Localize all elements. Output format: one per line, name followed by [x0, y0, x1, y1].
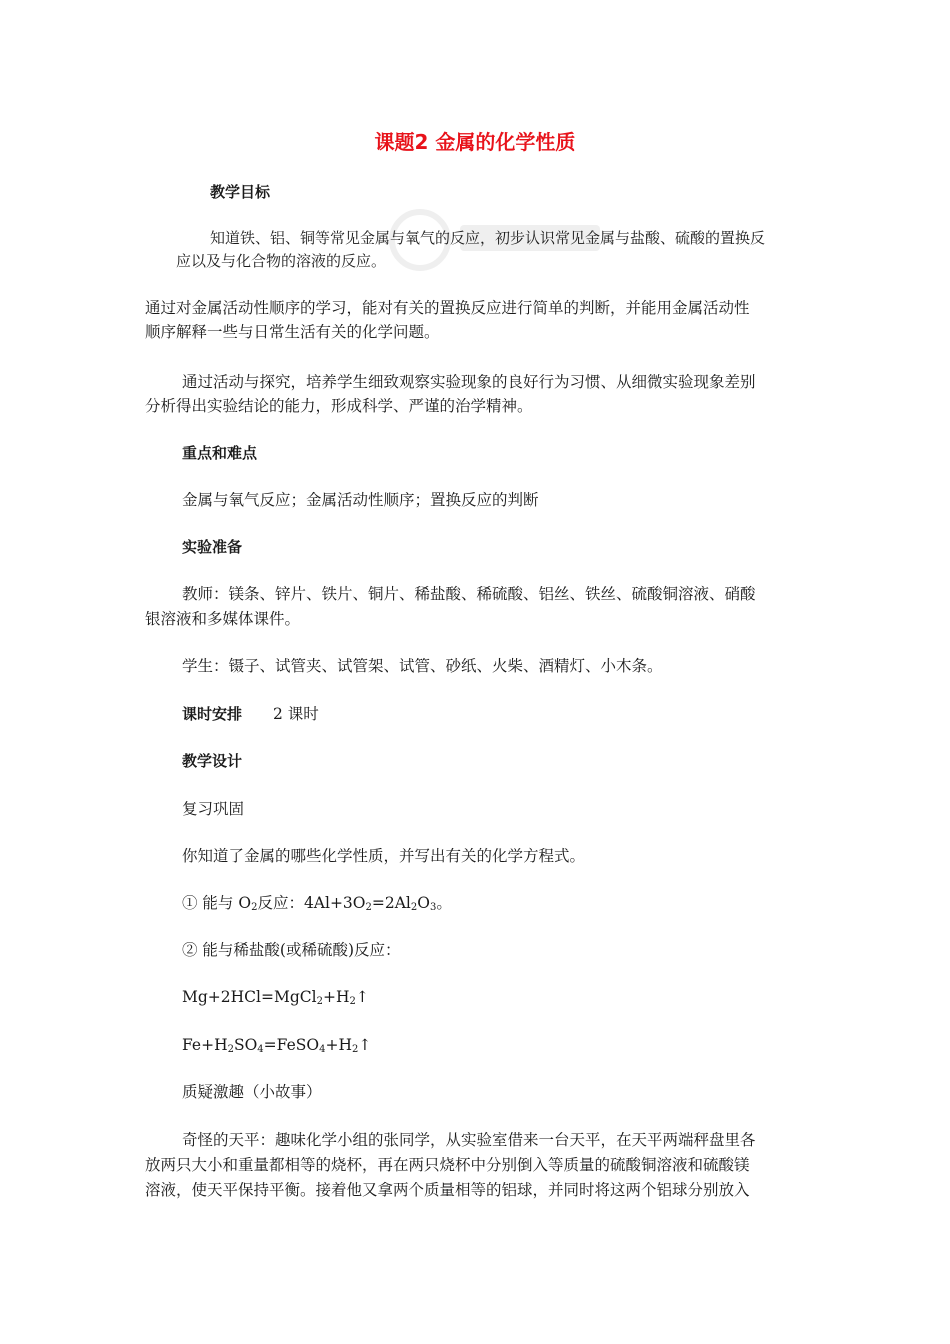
eq-part: +H	[325, 1036, 352, 1054]
eq-part: SO	[233, 1036, 258, 1054]
item1-prefix: ① 能与 O	[182, 894, 252, 912]
gas-arrow: ↑	[358, 1036, 372, 1054]
subscript: 4	[257, 1044, 264, 1055]
objective-1-line-2: 应以及与化合物的溶液的反应。	[176, 252, 387, 270]
eq-part: =FeSO	[263, 1036, 320, 1054]
teacher-materials-line-1: 教师：镁条、锌片、铁片、铜片、稀盐酸、稀硫酸、铝丝、铁丝、硫酸铜溶液、硝酸	[182, 585, 756, 603]
objective-2-line-1: 通过对金属活动性顺序的学习，能对有关的置换反应进行简单的判断，并能用金属活动性	[145, 299, 750, 317]
subscript: 2	[316, 996, 323, 1007]
story-line-1: 奇怪的天平：趣味化学小组的张同学，从实验室借来一台天平，在天平两端秤盘里各	[182, 1131, 756, 1149]
item1-o: O	[417, 894, 430, 912]
subscript: 2	[227, 1044, 234, 1055]
heading-objectives: 教学目标	[210, 183, 271, 201]
gas-arrow: ↑	[355, 988, 369, 1006]
equation-mg	[182, 987, 369, 1007]
key-points-text: 金属与氧气反应；金属活动性顺序；置换反应的判断	[182, 491, 539, 509]
equation-fe	[182, 1035, 371, 1055]
objective-3-line-1: 通过活动与探究，培养学生细致观察实验现象的良好行为习惯、从细微实验现象差别	[182, 373, 756, 391]
heading-preparation: 实验准备	[182, 538, 243, 556]
page-title: 课题2 金属的化学性质	[374, 130, 576, 154]
subscript: 2	[351, 1044, 359, 1055]
watermark-logo	[380, 170, 610, 280]
heading-schedule: 课时安排	[182, 705, 243, 723]
schedule-value: 2 课时	[273, 705, 319, 723]
review-question: 你知道了金属的哪些化学性质，并写出有关的化学方程式。	[182, 847, 586, 865]
item1-eq: =2Al	[371, 894, 411, 912]
subscript: 2	[410, 902, 418, 913]
subscript: 2	[251, 902, 258, 913]
subscript: 2	[365, 902, 372, 913]
eq-part: +H	[322, 988, 350, 1006]
eq-part: Mg+2HCl=MgCl	[182, 988, 317, 1006]
item-acid-reaction: ② 能与稀盐酸(或稀硫酸)反应：	[182, 941, 401, 959]
item1-mid: 反应：4Al+3O	[257, 894, 366, 912]
story-line-3: 溶液，使天平保持平衡。接着他又拿两个质量相等的铝球，并同时将这两个铝球分别放入	[145, 1181, 750, 1199]
heading-key-points: 重点和难点	[182, 444, 258, 462]
student-materials: 学生：镊子、试管夹、试管架、试管、砂纸、火柴、酒精灯、小木条。	[182, 657, 663, 675]
story-line-2: 放两只大小和重量都相等的烧杯，再在两只烧杯中分别倒入等质量的硫酸铜溶液和硫酸镁	[145, 1156, 750, 1174]
objective-3-line-2: 分析得出实验结论的能力，形成科学、严谨的治学精神。	[145, 397, 533, 415]
subscript: 2	[349, 996, 356, 1007]
review-heading: 复习巩固	[182, 800, 245, 818]
subscript: 4	[319, 1044, 326, 1055]
story-heading: 质疑激趣（小故事）	[182, 1083, 322, 1101]
item1-end: 。	[436, 894, 452, 912]
subscript: 3	[429, 902, 437, 913]
heading-design: 教学设计	[182, 752, 243, 770]
item-oxygen-reaction	[182, 893, 452, 913]
teacher-materials-line-2: 银溶液和多媒体课件。	[145, 610, 301, 628]
eq-part: Fe+H	[182, 1036, 228, 1054]
objective-1-line-1: 知道铁、铝、铜等常见金属与氧气的反应，初步认识常见金属与盐酸、硫酸的置换反	[210, 229, 766, 247]
objective-2-line-2: 顺序解释一些与日常生活有关的化学问题。	[145, 323, 440, 341]
